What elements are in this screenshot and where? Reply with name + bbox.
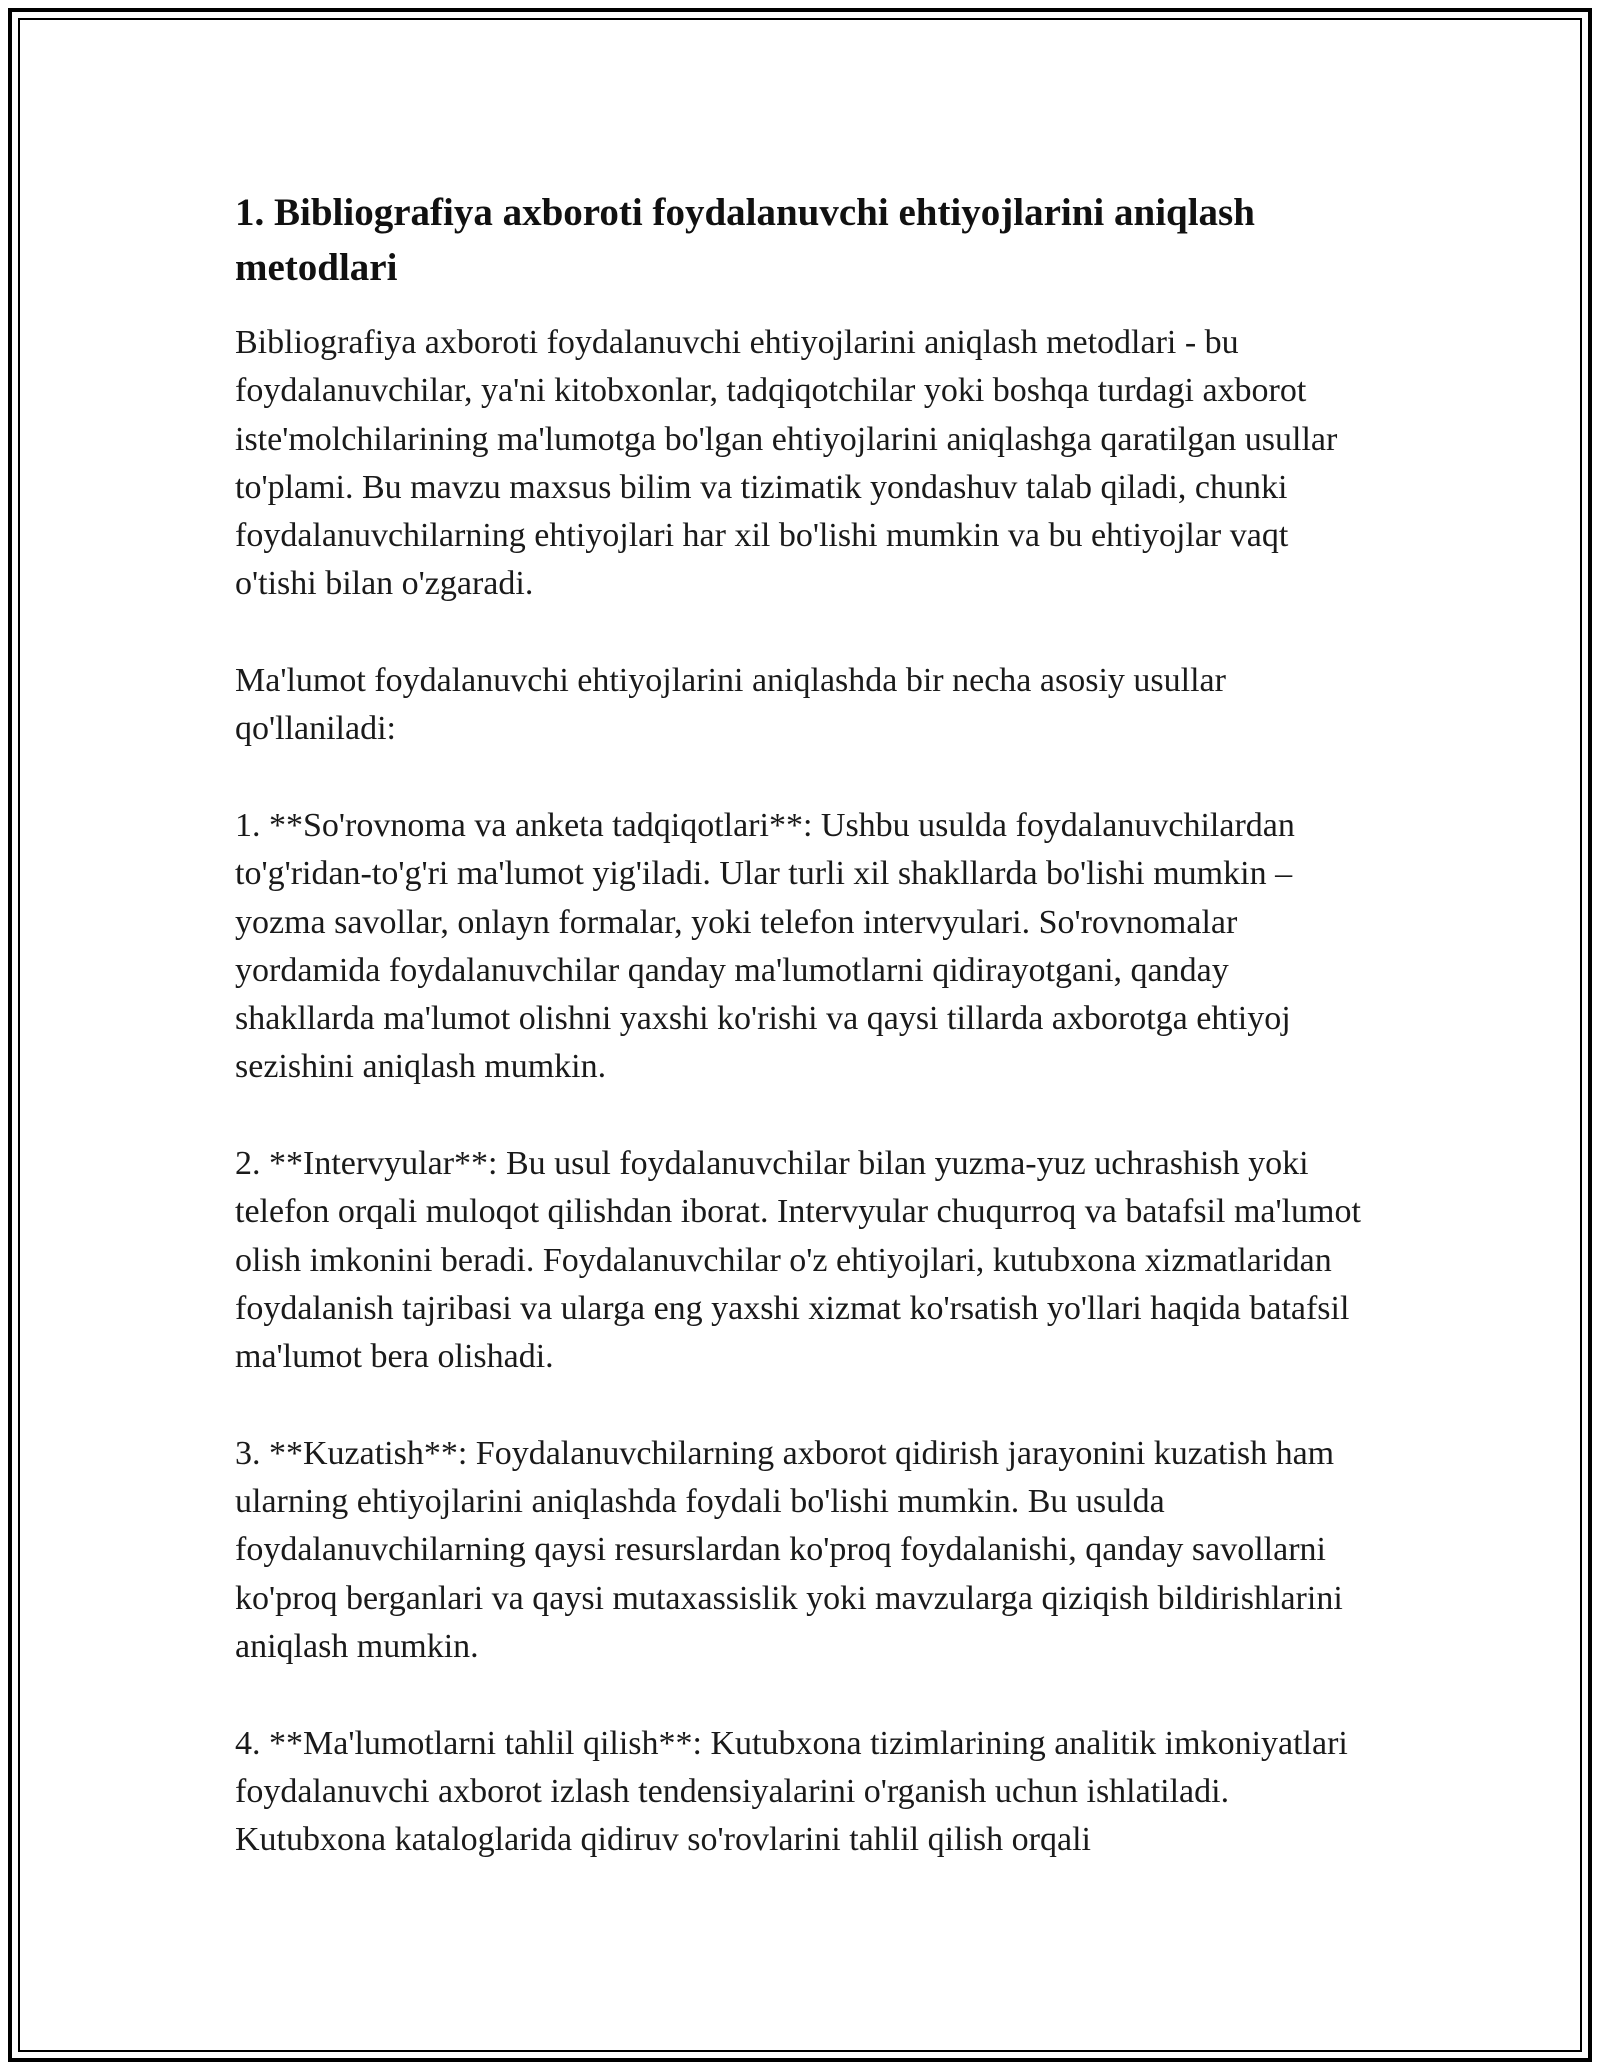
list-item-interviews: 2. **Intervyular**: Bu usul foydalanuvchilar bilan yuzma-yuz uchrashish yoki telefon orqali muloqot qilishdan iborat. Intervyular chuqurroq va batafsil ma'lumot olish imkonini beradi. Foydalanuvchilar o'z ehtiyojlari, kutubxona xizmatlaridan foydalanish tajribasi va ularga eng yaxshi xizmat ko'rsatish yo'llari haqida batafsil ma'lumot bera olishadi.: [235, 1145, 1361, 1376]
document-title: 1. Bibliografiya axboroti foydalanuvchi ehtiyojlarini aniqlash metodlari: [235, 191, 1255, 289]
document-body: [235, 185, 1365, 1865]
paragraph-intro: Bibliografiya axboroti foydalanuvchi ehtiyojlarini aniqlash metodlari - bu foydalanuvchilar, ya'ni kitobxonlar, tadqiqotchilar yoki boshqa turdagi axborot iste'molchilarining ma'lumotga bo'lgan ehtiyojlarini aniqlashga qaratilgan usullar to'plami. Bu mavzu maxsus bilim va tizimatik yondashuv talab qiladi, chunki foydalanuvchilarning ehtiyojlari har xil bo'lishi mumkin va bu ehtiyojlar vaqt o'tishi bilan o'zgaradi.: [235, 324, 1338, 603]
paragraph-methods-lead: Ma'lumot foydalanuvchi ehtiyojlarini aniqlashda bir necha asosiy usullar qo'llaniladi:: [235, 662, 1226, 748]
list-item-survey: 1. **So'rovnoma va anketa tadqiqotlari**: Ushbu usulda foydalanuvchilardan to'g'ridan-to'g'ri ma'lumot yig'iladi. Ular turli xil shakllarda bo'lishi mumkin – yozma savollar, onlayn formalar, yoki telefon intervyulari. So'rovnomalar yordamida foydalanuvchilar qanday ma'lumotlarni qidirayotgani, qanday shakllarda ma'lumot olishni yaxshi ko'rishi va qaysi tillarda axborotga ehtiyoj sezishini aniqlash mumkin.: [235, 806, 1295, 1086]
list-item-data-analysis: 4. **Ma'lumotlarni tahlil qilish**: Kutubxona tizimlarining analitik imkoniyatlari foydalanuvchi axborot izlash tendensiyalarini o'rganish uchun ishlatiladi. Kutubxona kataloglarida qidiruv so'rovlarini tahlil qilish orqali: [235, 1724, 1348, 1859]
list-item-observation: 3. **Kuzatish**: Foydalanuvchilarning axborot qidirish jarayonini kuzatish ham ularning ehtiyojlarini aniqlashda foydali bo'lishi mumkin. Bu usulda foydalanuvchilarning qaysi resurslardan ko'proq foydalanishi, qanday savollarni ko'proq berganlari va qaysi mutaxassislik yoki mavzularga qiziqish bildirishlarini aniqlash mumkin.: [235, 1434, 1343, 1666]
